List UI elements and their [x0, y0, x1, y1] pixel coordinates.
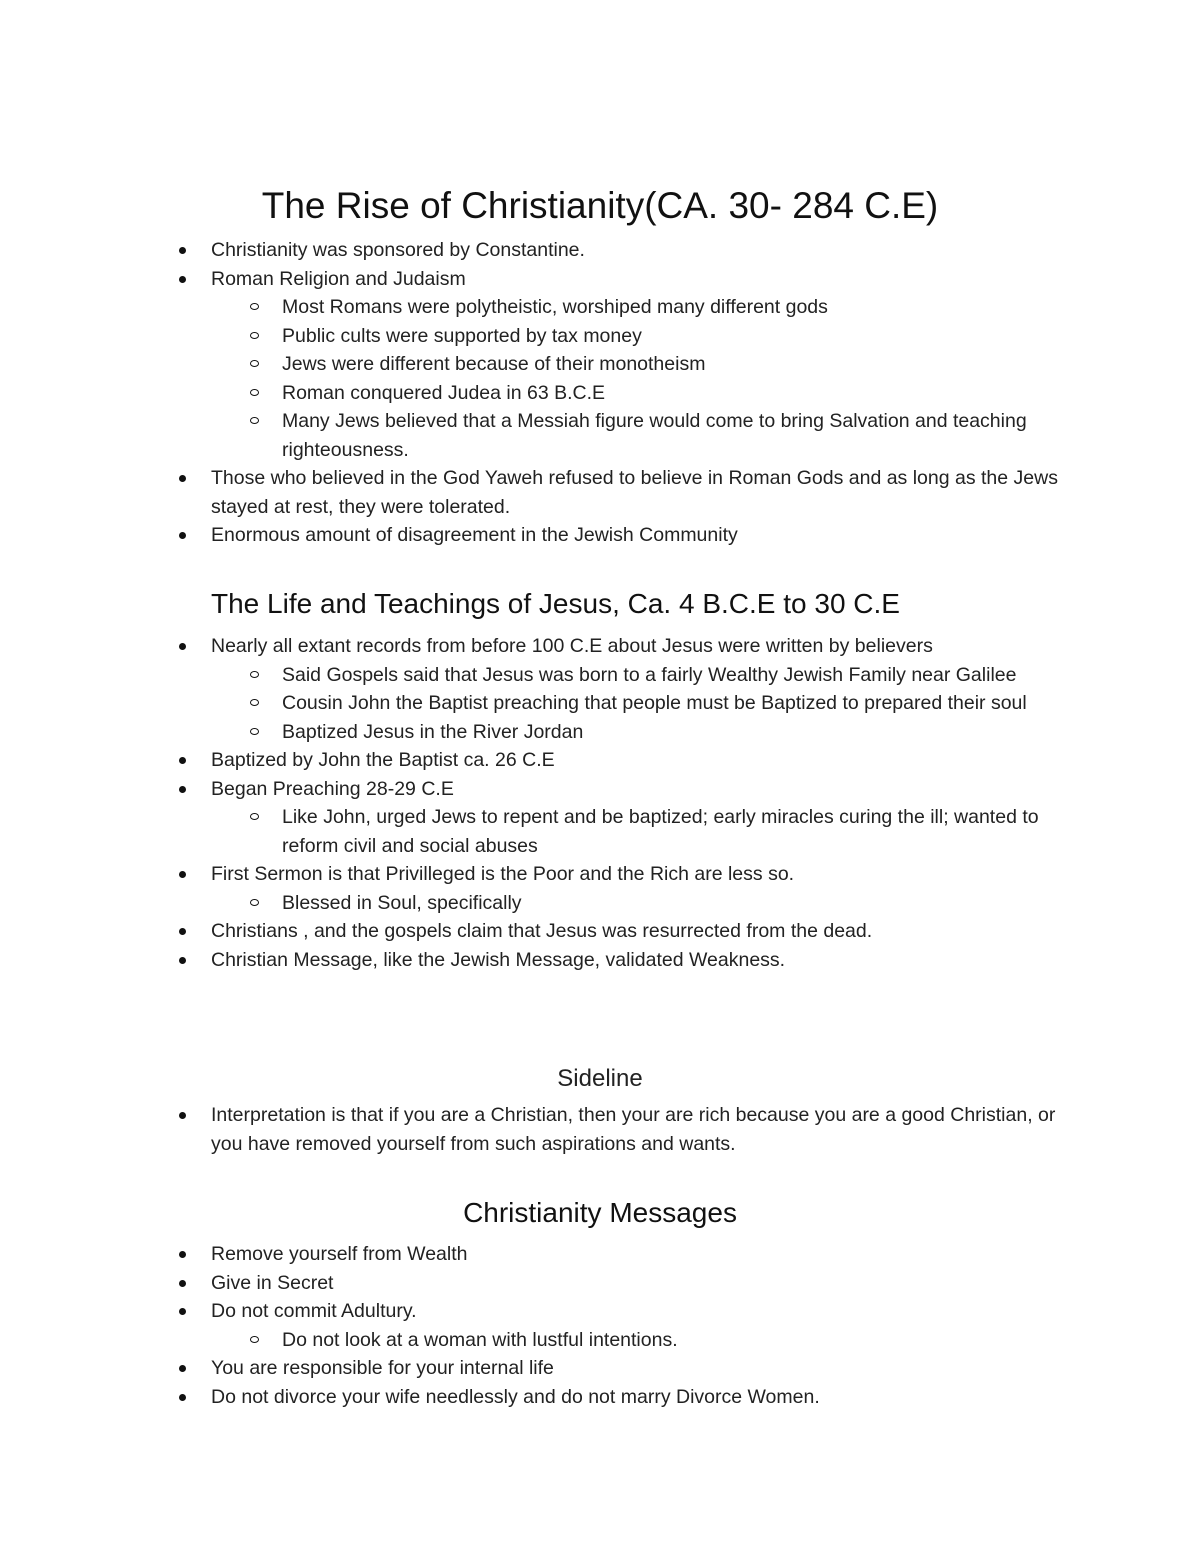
list-item	[0, 464, 1071, 521]
section3-heading: Sideline	[557, 1065, 643, 1092]
section2-list	[0, 632, 1200, 974]
list-item	[0, 521, 1071, 550]
list-item	[0, 746, 1071, 775]
list-item-text: Christian Message, like the Jewish Message, validated Weakness.	[211, 948, 786, 971]
bullet-icon	[179, 1112, 186, 1119]
list-item-text: Do not look at a woman with lustful intentions.	[282, 1328, 678, 1351]
list-item-text: Those who believed in the God Yaweh refused to believe in Roman Gods and as long as the Jews stayed at rest, they were tolerated.	[211, 467, 1058, 518]
bullet-icon	[179, 475, 186, 482]
list-item-text: Interpretation is that if you are a Christian, then your are rich because you are a good Christian, or you have removed yourself from such aspirations and wants.	[211, 1104, 1056, 1155]
hollow-bullet-icon	[250, 899, 259, 906]
list-item	[0, 265, 1071, 294]
list-item-text: Enormous amount of disagreement in the Jewish Community	[211, 524, 738, 546]
list-item	[0, 407, 1042, 464]
list-item-text: Baptized by John the Baptist ca. 26 C.E	[211, 749, 555, 771]
bullet-icon	[179, 1308, 186, 1315]
list-item-text: Said Gospels said that Jesus was born to a fairly Wealthy Jewish Family near Galilee	[282, 663, 1017, 686]
hollow-bullet-icon	[250, 360, 259, 367]
hollow-bullet-icon	[250, 303, 259, 310]
list-item-text: Do not commit Adultury.	[211, 1300, 417, 1322]
bullet-icon	[179, 1394, 186, 1401]
section2-heading: The Life and Teachings of Jesus, Ca. 4 B.C.E to 30 C.E	[211, 588, 900, 619]
hollow-bullet-icon	[250, 813, 259, 820]
list-item	[0, 236, 1071, 265]
list-item	[0, 917, 1071, 946]
list-item-text: Nearly all extant records from before 100 C.E about Jesus were written by believers	[211, 635, 933, 657]
bullet-icon	[179, 643, 186, 650]
list-item	[0, 1383, 1071, 1412]
list-item-text: Give in Secret	[211, 1271, 334, 1294]
list-item-text: Do not divorce your wife needlessly and do not marry Divorce Women.	[211, 1385, 820, 1408]
list-item-text: You are responsible for your internal life	[211, 1357, 554, 1379]
hollow-bullet-icon	[250, 332, 259, 339]
list-item	[0, 775, 1071, 804]
list-item-text: Roman Religion and Judaism	[211, 267, 466, 290]
list-item	[0, 718, 1042, 747]
bullet-icon	[179, 1280, 186, 1287]
list-item	[0, 689, 1042, 718]
list-item	[0, 632, 1071, 661]
list-item-text: Many Jews believed that a Messiah figure would come to bring Salvation and teaching righteousness.	[282, 410, 1027, 461]
list-item	[0, 1101, 1071, 1158]
bullet-icon	[179, 276, 186, 283]
list-item	[0, 860, 1071, 889]
list-item	[0, 322, 1042, 351]
bullet-icon	[179, 1251, 186, 1258]
hollow-bullet-icon	[250, 671, 259, 678]
hollow-bullet-icon	[250, 389, 259, 396]
hollow-bullet-icon	[250, 417, 259, 424]
bullet-icon	[179, 757, 186, 764]
list-item	[0, 946, 1071, 975]
list-item	[0, 1240, 1071, 1269]
list-item	[0, 803, 1042, 860]
list-item	[0, 350, 1042, 379]
page-title: The Rise of Christianity(CA. 30- 284 C.E)	[261, 185, 939, 226]
hollow-bullet-icon	[250, 699, 259, 706]
list-item-text: Baptized Jesus in the River Jordan	[282, 720, 584, 743]
bullet-icon	[179, 1365, 186, 1372]
list-item	[0, 889, 1042, 918]
bullet-icon	[179, 786, 186, 793]
list-item	[0, 1354, 1071, 1383]
list-item-text: Began Preaching 28-29 C.E	[211, 777, 454, 800]
section4-list	[0, 1240, 1200, 1411]
list-item	[0, 1297, 1071, 1326]
list-item-text: Remove yourself from Wealth	[211, 1243, 468, 1265]
list-item-text: Cousin John the Baptist preaching that people must be Baptized to prepared their soul	[282, 692, 1027, 714]
hollow-bullet-icon	[250, 1336, 259, 1343]
list-item-text: Christians , and the gospels claim that Jesus was resurrected from the dead.	[211, 920, 873, 942]
list-item-text: First Sermon is that Privilleged is the Poor and the Rich are less so.	[211, 863, 795, 885]
list-item	[0, 1269, 1071, 1298]
hollow-bullet-icon	[250, 728, 259, 735]
bullet-icon	[179, 532, 186, 539]
list-item-text: Roman conquered Judea in 63 B.C.E	[282, 381, 606, 404]
list-item-text: Most Romans were polytheistic, worshiped many different gods	[282, 296, 828, 318]
section4-heading: Christianity Messages	[463, 1197, 737, 1228]
section1-list	[0, 236, 1200, 550]
list-item	[0, 1326, 1042, 1355]
bullet-icon	[179, 247, 186, 254]
list-item-text: Like John, urged Jews to repent and be baptized; early miracles curing the ill; wanted to reform civil and social abuses	[282, 806, 1039, 857]
list-item-text: Jews were different because of their monotheism	[282, 353, 706, 375]
list-item-text: Blessed in Soul, specifically	[282, 891, 522, 914]
list-item-text: Christianity was sponsored by Constantine.	[211, 239, 585, 261]
bullet-icon	[179, 871, 186, 878]
list-item	[0, 293, 1042, 322]
bullet-icon	[179, 957, 186, 964]
list-item	[0, 379, 1042, 408]
bullet-icon	[179, 928, 186, 935]
list-item-text: Public cults were supported by tax money	[282, 324, 642, 347]
section3-list	[0, 1101, 1200, 1158]
list-item	[0, 661, 1042, 690]
